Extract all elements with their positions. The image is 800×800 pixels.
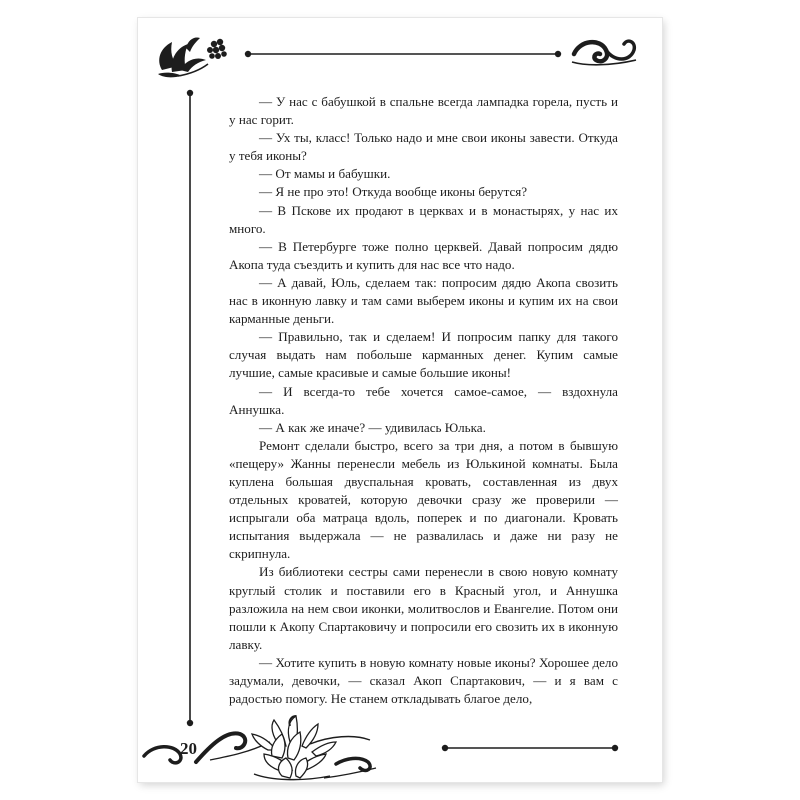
page-body-text [229,93,618,708]
bottom-rule [440,742,620,754]
paragraph: — У нас с бабушкой в спальне всегда лампадка горела, пусть и у нас горит. [229,94,618,128]
paragraph: — Правильно, так и сделаем! И попросим папку для такого случая выдать нам побольше карманных денег. Купим самые лучшие, самые красивые и самые большие иконы! [229,329,618,381]
paragraph: — Я не про это! Откуда вообще иконы берутся? [259,184,528,200]
paragraph: — А давай, Юль, сделаем так: попросим дядю Акопа свозить нас в иконную лавку и там сами выберем иконы и купим их на свои карманные деньги. [229,274,618,327]
paragraph: — В Петербурге тоже полно церквей. Давай попросим дядю Акопа туда съездить и купить для нас все что надо. [229,238,618,272]
left-vertical-rule [184,88,196,728]
page-number: 20 [180,739,197,758]
paragraph: — От мамы и бабушки. [259,166,391,182]
paragraph: Из библиотеки сестры сами перенесли в свою новую комнату круглый столик и поставили его в Красный угол, и Аннушка разложила на нем свои иконки, молитвослов и Евангелие. Потом они пошли к Акопу Спартаковичу и попросили его свозить их в иконную лавку. [229,564,618,652]
scroll-ornament-top-right [570,32,640,70]
paragraph: — Ух ты, класс! Только надо и мне свои иконы завести. Откуда у тебя иконы? [229,130,618,164]
paragraph: — В Пскове их продают в церквах и в монастырях, у нас их много. [229,202,618,236]
paragraph: — Хотите купить в новую комнату новые иконы? Хорошее дело задумали, девочки, — сказал Акоп Спартакович, — и я вам с радостью помогу. Не станем откладывать благое дело, [229,654,618,707]
paragraph: — А как же иначе? — удивилась Юлька. [259,419,486,435]
floral-ornament-top-left [150,30,240,82]
top-rule [243,48,563,60]
paragraph: Ремонт сделали быстро, всего за три дня, а потом в бывшую «пещеру» Жанны перенесли мебель из Юлькиной комнаты. Была куплена большая двуспальная кровать, составленная из двух отдельных кроватей, которую девочки сразу же проверили — испрыгали оба матраца вдоль, поперек и по диагонали. Кровать испытания выдержала — не развалилась и даже ни разу не скрипнула. [229,437,618,562]
paragraph: — И всегда-то тебе хочется самое-самое, — вздохнула Аннушка. [229,383,618,417]
